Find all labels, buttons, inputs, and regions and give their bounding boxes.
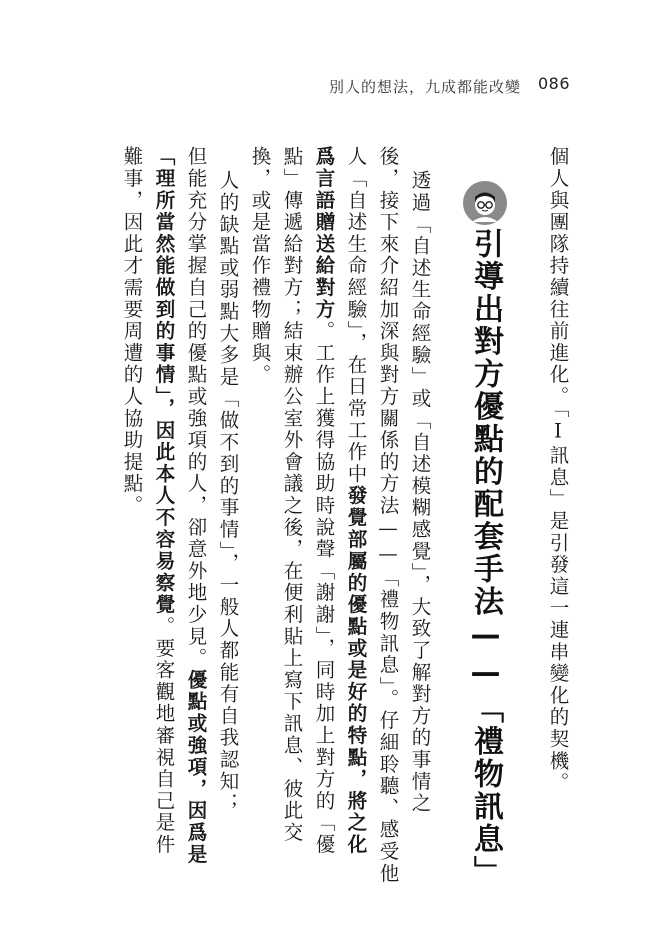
- body-column: 人的缺點或弱點大多是「做不到的事情」，一般人都能有自我認知；: [216, 170, 240, 815]
- page-number: 086: [538, 74, 571, 93]
- body-column: 點」傳遞給對方；結束辦公室外會議之後，在便利貼上寫下訊息、彼此交: [280, 146, 304, 844]
- body-column: 爲言語贈送給對方。工作上獲得協助時說聲「謝謝」，同時加上對方的「優: [312, 146, 336, 856]
- body-column: 透過「自述生命經驗」或「自述模糊感覺」，大致了解對方的事情之: [408, 170, 432, 815]
- body-column: 但能充分掌握自己的優點或強項的人，卻意外地少見。優點或強項，因爲是: [184, 146, 208, 866]
- body-column: 難事，因此才需要周遭的人協助提點。: [120, 146, 144, 517]
- body-column: 後，接下來介紹加深與對方關係的方法——「禮物訊息」。仔細聆聽、感受他: [376, 146, 400, 885]
- body-column: 人「自述生命經驗」，在日常工作中發覺部屬的優點或是好的特點，將之化: [344, 146, 368, 856]
- body-column: 個人與團隊持續往前進化。「I訊息」是引發這一連串變化的契機。: [546, 146, 570, 794]
- body-column: 換，或是當作禮物贈與。: [248, 146, 272, 386]
- person-with-glasses-icon: [462, 180, 508, 226]
- body-column: 「理所當然能做到的事情」，因此本人不容易察覺。要客觀地審視自己是件: [152, 146, 176, 856]
- running-header-title: 別人的想法，九成都能改變: [328, 78, 521, 96]
- section-heading: 引導出對方優點的配套手法——「禮物訊息」: [468, 228, 503, 888]
